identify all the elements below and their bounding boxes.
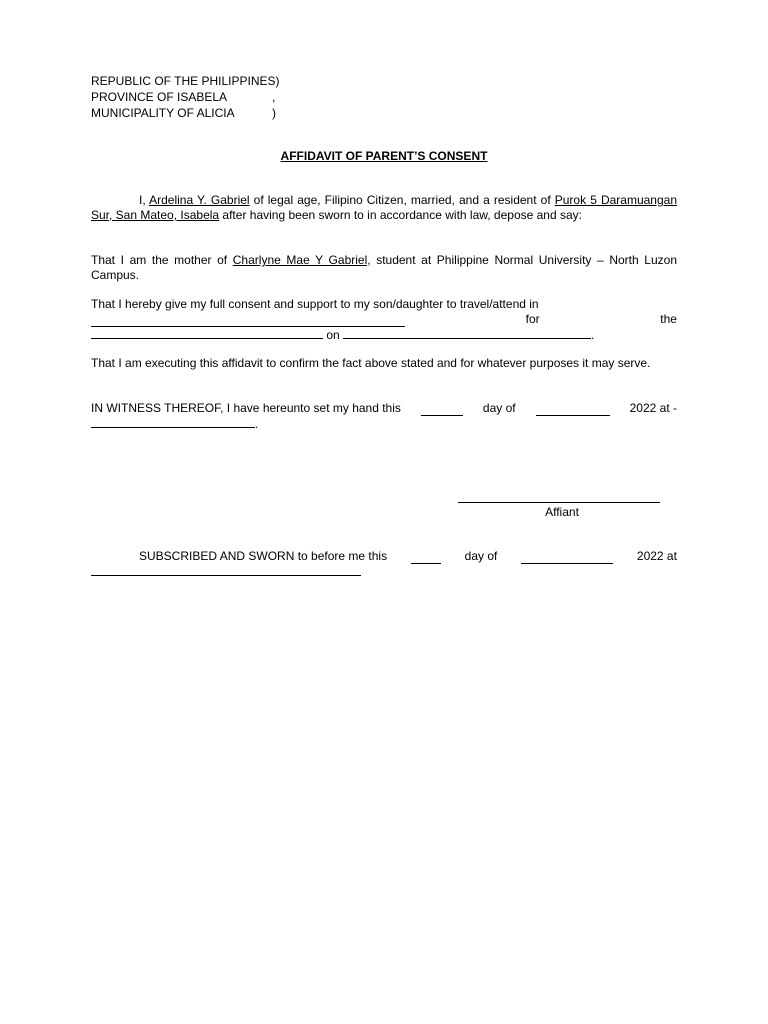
event-blank[interactable] xyxy=(91,315,405,327)
affiant-name: Ardelina Y. Gabriel xyxy=(149,193,250,207)
subscribed-month-blank[interactable] xyxy=(521,552,613,564)
subscribed-year: 2022 at xyxy=(636,549,677,563)
witness-pre: IN WITNESS THEREOF, I have hereunto set my hand this xyxy=(91,401,401,415)
venue-province xyxy=(91,90,280,106)
consent-line2 xyxy=(91,312,677,327)
mother-post: student at Philippine Normal University – North Luzon Campus. xyxy=(91,253,677,282)
witness-end: . xyxy=(255,417,259,431)
witness-paragraph xyxy=(91,401,677,432)
venue-republic xyxy=(91,74,280,90)
subscribed-pre: SUBSCRIBED AND SWORN to before me this xyxy=(139,549,388,563)
subscribed-line1 xyxy=(139,549,677,564)
venue-province-text: PROVINCE OF ISABELA xyxy=(91,90,228,104)
subscribed-paragraph xyxy=(91,549,677,564)
affiant-address: Purok 5 Daramuangan Sur, San Mateo, Isabela xyxy=(91,193,678,222)
consent-paragraph xyxy=(91,297,677,343)
consent-for: for xyxy=(525,312,540,326)
intro-mid: of legal age, Filipino Citizen, married, and a resident of xyxy=(249,193,555,207)
witness-day-blank[interactable] xyxy=(421,404,463,416)
venue-municipality xyxy=(91,106,280,122)
subscribed-line2 xyxy=(91,564,677,580)
date-blank[interactable] xyxy=(343,327,591,339)
affiant-signature-line[interactable] xyxy=(458,502,660,503)
witness-year: 2022 at - xyxy=(629,401,677,415)
venue-municipality-punct: ) xyxy=(272,106,276,120)
subscribed-place-blank[interactable] xyxy=(91,564,361,576)
witness-day: day of xyxy=(482,401,516,415)
witness-line2 xyxy=(91,416,677,432)
intro-post: after having been sworn to in accordance with law, depose and say: xyxy=(219,208,582,222)
intro-pre: I, xyxy=(139,193,150,207)
consent-on: on xyxy=(326,328,340,342)
venue-province-punct: , xyxy=(272,90,276,104)
venue-republic-text: REPUBLIC OF THE PHILIPPINES) xyxy=(91,74,280,88)
witness-place-blank[interactable] xyxy=(91,416,255,428)
subscribed-day: day of xyxy=(464,549,498,563)
venue-municipality-text: MUNICIPALITY OF ALICIA xyxy=(91,106,235,120)
subscribed-day-blank[interactable] xyxy=(411,552,441,564)
affiant-label: Affiant xyxy=(545,505,579,519)
mother-pre: That I am the mother of xyxy=(91,253,233,267)
consent-end: . xyxy=(591,328,595,342)
child-name: Charlyne Mae Y Gabriel, xyxy=(232,253,371,267)
consent-the: the xyxy=(660,312,677,326)
purpose-blank[interactable] xyxy=(91,327,323,339)
document-title: AFFIDAVIT OF PARENT’S CONSENT xyxy=(280,149,488,163)
executing-paragraph: That I am executing this affidavit to confirm the fact above stated and for whatever purposes it may serve. xyxy=(91,356,651,370)
mother-paragraph xyxy=(91,253,677,283)
venue-block xyxy=(91,74,280,122)
intro-paragraph xyxy=(91,193,677,223)
witness-month-blank[interactable] xyxy=(536,404,610,416)
consent-line1: That I hereby give my full consent and support to my son/daughter to travel/attend in xyxy=(91,297,539,311)
consent-line3 xyxy=(91,327,677,343)
witness-line1 xyxy=(91,401,677,416)
